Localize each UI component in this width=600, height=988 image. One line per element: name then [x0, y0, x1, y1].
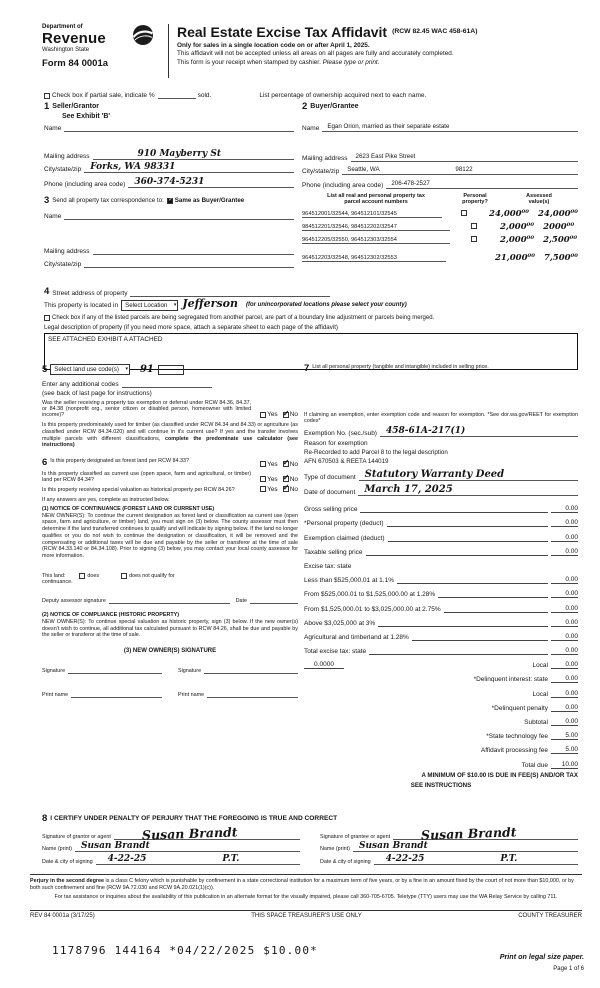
corr-city-label: City/state/zip — [44, 260, 82, 268]
historic-yes-label: Yes — [267, 485, 278, 493]
tax-row-value: 10.00 — [551, 761, 578, 769]
buyer-name-label: Name — [302, 124, 320, 132]
tax-row-label: Agricultural and timberland at 1.28% — [304, 633, 409, 641]
additional-codes-label: Enter any additional codes — [42, 381, 119, 388]
type-of-document-value: Statutory Warranty Deed — [364, 469, 505, 480]
section5-number: 5 — [42, 363, 48, 375]
tax-row — [304, 669, 578, 683]
owner-signature-field[interactable] — [68, 666, 162, 674]
if-any-note: If any answers are yes, complete as instructed below. — [42, 496, 170, 503]
perjury-notice — [30, 878, 582, 892]
partial-sold-label: sold. — [197, 92, 212, 99]
grantor-signature: Susan Brandt — [141, 823, 238, 843]
does-not-label: does not qualify for — [129, 572, 175, 579]
assessed-value-2: 2,500⁰⁰ — [543, 234, 578, 245]
corr-name-label: Name — [44, 212, 62, 220]
owner-print-label: Print name — [178, 692, 205, 698]
forest-land-question: Is this property designated as forest land per RCW 84.33? — [50, 458, 190, 464]
grantee-signature-field[interactable] — [393, 823, 578, 843]
owner-print-label: Print name — [42, 692, 69, 698]
current-use-yes-label: Yes — [267, 475, 278, 483]
dor-emblem-icon — [132, 24, 154, 46]
parcel-header-numbers — [302, 193, 450, 205]
personal-property-intro: List all personal property (tangible and intangible) included in selling price. — [312, 364, 489, 370]
ownership-note: List percentage of ownership acquired next to each name. — [259, 92, 427, 99]
section6-number: 6 — [42, 457, 48, 468]
section2-title: Buyer/Grantee — [310, 103, 359, 111]
land-use-code-box[interactable] — [158, 365, 184, 375]
corr-mailing-label: Mailing address — [44, 247, 90, 255]
partial-percent-field[interactable] — [158, 91, 196, 99]
exemption-no-field[interactable] — [380, 426, 578, 437]
perjury-lead: Perjury in the second degree — [30, 877, 104, 884]
form-title-rcw: (RCW 82.45 WAC 458-61A) — [392, 28, 478, 35]
forest-yes-no — [255, 461, 298, 468]
grantor-name-print-label: Name (print) — [42, 845, 72, 852]
tax-row-value: 0.00 — [551, 675, 578, 683]
exemption-yes-checkbox[interactable] — [260, 412, 266, 418]
located-in-label: This property is located in — [44, 301, 119, 309]
section1-number: 1 — [44, 101, 50, 112]
partial-sale-checkbox[interactable] — [44, 93, 50, 99]
tax-row — [304, 513, 578, 527]
historic-yes-no — [255, 486, 298, 493]
tax-row-label: *Personal property (deduct) — [304, 520, 384, 528]
buyer-city-field[interactable] — [342, 167, 578, 175]
tax-row — [304, 641, 578, 655]
tax-assistance-note: For tax assistance or inquiries about the availability of this publication in an alternate format for the visually impaired, please call 360-705-6705. Teletype (TTY) users may use the WA Relay Service by calling 711. — [54, 894, 558, 901]
tax-row-label: Less than $525,000.01 at 1.1% — [304, 577, 394, 585]
logo-state-text: Washington State — [42, 47, 90, 53]
grantor-date-city-field[interactable] — [96, 853, 300, 865]
street-address-label: Street address of property — [52, 289, 128, 297]
tax-row — [304, 613, 578, 627]
buyer-mailing-value: 2623 East Pike Street — [355, 152, 416, 160]
tax-row — [304, 698, 578, 712]
parcel-row — [302, 205, 578, 218]
corr-name-field[interactable] — [64, 212, 294, 220]
assessed-value-2: 7,500⁰⁰ — [543, 252, 578, 263]
header-note-1: Only for sales in a single location code on or after April 1, 2025. — [177, 41, 370, 49]
segregated-label: Check box if any of the listed parcels are being segregated from another parcel, are part of a boundary line adjustment or parcels being merged. — [52, 314, 435, 321]
exemption-yes-no — [255, 411, 298, 418]
owner-signature-label: Signature — [42, 668, 66, 674]
tax-row — [304, 740, 578, 754]
left-column — [42, 364, 298, 698]
section8-number: 8 — [42, 813, 48, 824]
section7-intro-row — [304, 364, 578, 374]
assessed-value-2: 24,000⁰⁰ — [538, 208, 578, 219]
grantee-signature: Susan Brandt — [420, 823, 517, 843]
tax-row-value: 0.00 — [551, 661, 578, 669]
corr-city-field[interactable] — [84, 260, 294, 268]
owner-print-field[interactable] — [71, 690, 162, 698]
owner-signature-field[interactable] — [204, 666, 298, 674]
buyer-city-value: Seattle, WA — [347, 165, 380, 173]
footer-row — [30, 910, 582, 919]
tax-row-label: Total due — [521, 761, 548, 769]
tax-row-label: From $1,525,000.01 to $3,025,000.00 at 2.75% — [304, 605, 441, 613]
tax-row-label: *State technology fee — [486, 733, 548, 741]
exemption-yes-label: Yes — [267, 411, 278, 418]
tax-row-value: 0.00 — [551, 633, 578, 641]
tax-table — [304, 499, 578, 769]
reason-line-2: AFN 670503 & REETA 144019 — [304, 458, 389, 465]
tax-row-value: 0.00 — [551, 534, 578, 542]
location-select[interactable]: Select Location ▾ — [121, 300, 178, 311]
exemption-question-row — [42, 400, 298, 418]
tax-row-value: 5.00 — [551, 732, 578, 740]
signature-columns — [42, 823, 578, 865]
tax-row — [304, 570, 578, 584]
tax-row-label: Gross selling price — [304, 506, 358, 514]
parcel-assessed-cell — [500, 223, 578, 232]
current-use-no-checkbox[interactable] — [283, 476, 289, 482]
tax-row-value: 5.00 — [551, 746, 578, 754]
additional-codes-field[interactable] — [122, 380, 212, 388]
tax-row — [304, 683, 578, 697]
buyer-mailing-field[interactable] — [351, 154, 578, 162]
forest-land-question-row — [42, 458, 298, 468]
parcel-numbers: 964512203/32548, 964512302/32553 — [302, 255, 446, 262]
print-note: Print on legal size paper. — [499, 952, 584, 961]
tax-row-label: Subtotal — [524, 719, 548, 726]
assessed-value-1: 2,000⁰⁰ — [500, 221, 535, 232]
deputy-row — [42, 596, 298, 604]
seller-mailing-value: 910 Mayberry St — [137, 148, 221, 159]
parcel-header-personal-line1: Personal — [463, 193, 487, 199]
grantor-signature-field[interactable] — [114, 823, 300, 843]
parcel-header-personal — [450, 193, 500, 205]
tax-row-value: 0.00 — [551, 548, 578, 556]
current-use-yes-checkbox[interactable] — [260, 476, 266, 482]
does-label: does — [87, 572, 100, 579]
historic-no-label: No — [289, 485, 298, 493]
personal-property-checkbox[interactable] — [471, 236, 477, 242]
tax-row — [304, 527, 578, 541]
section2-number: 2 — [302, 101, 308, 112]
section3-correspondence — [44, 196, 294, 268]
assessed-value-1: 24,000⁰⁰ — [489, 208, 530, 219]
current-use-yes-no — [255, 476, 298, 483]
date-of-document-field[interactable] — [358, 484, 578, 496]
right-column — [304, 364, 578, 789]
exemption-no-label: No — [289, 411, 298, 418]
exemption-no-value: 458-61A-217(1) — [385, 426, 466, 436]
parcel-row — [302, 249, 578, 262]
parcel-numbers: 984512201/32546, 984512202/32547 — [302, 224, 450, 231]
tax-row-value: 0.00 — [551, 576, 578, 584]
tax-row-label: From $525,000.01 to $1,525,000.00 at 1.28% — [304, 591, 436, 599]
local-rate-value: 0.0000 — [304, 661, 344, 669]
continuance-label: continuance. — [42, 578, 73, 585]
tax-row-label: Exemption claimed (deduct) — [304, 534, 385, 542]
same-as-checkbox[interactable] — [167, 198, 173, 204]
form-title: Real Estate Excise Tax Affidavit — [177, 24, 388, 40]
tax-row — [304, 499, 578, 513]
legal-description-label: Legal description of property (if you need more space, attach a separate sheet to each page of the affidavit) — [44, 323, 338, 331]
grantee-signature-label: Signature of grantee or agent — [320, 833, 391, 840]
tax-row-value: 0.00 — [551, 690, 578, 698]
parcel-assessed-cell — [495, 254, 578, 263]
header-note-3 — [177, 59, 477, 66]
seller-name-label: Name — [44, 124, 62, 132]
owner-signature-label: Signature — [178, 668, 202, 674]
predominate-use-text-bold: complete the predominate use calculator (see instructions) — [42, 435, 298, 449]
historic-no-checkbox[interactable] — [283, 486, 289, 492]
minimum-due-note: A MINIMUM OF $10.00 IS DUE IN FEE(S) AND/OR TAX — [421, 771, 578, 779]
deputy-signature-field[interactable] — [109, 596, 230, 604]
grantor-signature-label: Signature of grantor or agent — [42, 833, 111, 840]
tax-row-label: Above $3,025,000 at 3% — [304, 619, 376, 627]
assessed-value-2: 2000⁰⁰ — [543, 221, 575, 232]
parcel-table — [302, 193, 578, 262]
tax-row-value: 0.00 — [551, 519, 578, 527]
assessed-value-1: 21,000⁰⁰ — [494, 252, 535, 263]
section4-number: 4 — [44, 286, 50, 297]
tax-row-value: 0.00 — [551, 704, 578, 712]
tax-row-value: 0.00 — [551, 647, 578, 655]
perjury-block — [30, 874, 582, 901]
buyer-city-label: City/state/zip — [302, 167, 340, 175]
date-of-document-value: March 17, 2025 — [364, 484, 453, 495]
parcel-personal-cell — [450, 223, 500, 231]
exemption-no-checkbox[interactable] — [283, 412, 289, 418]
exemption-instructions: If claiming an exemption, enter exemption code and reason for exemption. *See dor.wa.gov/REET for exemption codes* — [304, 411, 578, 425]
seller-phone-field[interactable] — [128, 176, 294, 188]
location-value-handwritten: Jefferson — [182, 297, 238, 310]
grantor-date-city-label: Date & city of signing — [42, 858, 93, 865]
notice-continuance-title: (1) NOTICE OF CONTINUANCE (FOREST LAND OR CURRENT USE) — [42, 505, 215, 512]
partial-sale-label: Check box if partial sale, indicate % — [52, 92, 155, 99]
type-of-document-label: Type of document — [304, 474, 356, 481]
treasurer-space-label: THIS SPACE TREASURER'S USE ONLY — [251, 913, 362, 919]
section2-buyer — [302, 102, 578, 189]
tax-row-label: Affidavit processing fee — [480, 747, 548, 755]
section3-number: 3 — [44, 195, 50, 206]
dor-logo — [42, 24, 160, 78]
current-use-question: Is this property classified as current use (open space, farm and agricultural, or timber) land per RCW 84.34? — [42, 470, 252, 483]
page-number: Page 1 of 6 — [553, 966, 584, 972]
parcel-header-assessed-line2: value(s) — [528, 199, 550, 206]
tax-row-label: Taxable selling price — [304, 548, 363, 556]
logo-agency-text: Revenue — [42, 30, 106, 47]
tax-row — [304, 584, 578, 598]
tax-row-local-rate — [304, 655, 578, 669]
parcel-header-numbers-line2: parcel account numbers — [344, 199, 408, 206]
seller-phone-label: Phone (including area code) — [44, 180, 126, 188]
certify-statement: I CERTIFY UNDER PENALTY OF PERJURY THAT THE FOREGOING IS TRUE AND CORRECT — [50, 815, 338, 823]
grantee-name-print-label: Name (print) — [320, 845, 350, 852]
grantor-name-print: Susan Brandt — [80, 840, 150, 851]
grantee-city: P.T. — [500, 853, 518, 864]
tax-row-label: Total excise tax: state — [304, 648, 367, 656]
form-header — [42, 24, 578, 78]
parcel-numbers: 964512001/32544, 964512101/32545 — [302, 211, 442, 218]
deputy-date-label: Date — [235, 597, 247, 604]
buyer-zip-value: 98122 — [455, 165, 473, 173]
predominate-use-text — [42, 422, 298, 449]
deputy-date-field[interactable] — [250, 596, 298, 604]
owner-print-row — [42, 690, 298, 698]
seller-exhibit-note: See Exhibit 'B' — [62, 112, 111, 120]
street-address-field[interactable] — [130, 289, 330, 297]
personal-property-checkbox[interactable] — [471, 223, 477, 229]
new-owners-signature-title: (3) NEW OWNER(S) SIGNATURE — [123, 648, 217, 654]
tax-row-value: 0.00 — [551, 619, 578, 627]
grantor-column — [42, 823, 300, 865]
does-not-checkbox[interactable] — [121, 573, 127, 579]
seller-city-field[interactable] — [84, 161, 294, 173]
tax-row — [304, 542, 578, 556]
this-land-label: This land: — [42, 572, 66, 579]
grantee-date-city-label: Date & city of signing — [320, 858, 371, 865]
segregated-checkbox[interactable] — [44, 315, 50, 321]
exemption-question: Was the seller receiving a property tax exemption or deferral under RCW 84.36, 84.37, or 84.38 (nonprofit org., senior citizen or disabled person, homeowner with limited income)? — [42, 400, 252, 418]
section1-seller — [44, 102, 294, 188]
grantor-date: 4-22-25 — [107, 853, 147, 864]
type-of-document-field[interactable] — [359, 469, 578, 481]
tax-row-label: *Delinquent penalty — [491, 704, 548, 712]
forest-yes-label: Yes — [267, 460, 278, 468]
deputy-signature-label: Deputy assessor signature — [42, 597, 106, 604]
tax-row-label: Local — [532, 662, 548, 670]
seller-city-label: City/state/zip — [44, 165, 82, 173]
tax-row — [304, 598, 578, 612]
header-note-2: This affidavit will not be accepted unless all areas on all pages are fully and accurately completed. — [177, 50, 454, 57]
parcel-personal-cell — [442, 210, 489, 218]
grantor-name-print-field[interactable] — [75, 840, 300, 852]
perjury-body: is a class C felony which is punishable by confinement in a state correctional institution for a maximum term of five years, or by a fine in an amount fixed by the court of not more than $10,000, or by both such confinement and fine (RCW 9A.72.030 and RCW 9A.20.021(1)(c)). — [30, 877, 574, 891]
parcel-header-personal-line2: property? — [462, 199, 488, 206]
excise-state-heading — [304, 556, 578, 570]
parcel-assessed-cell — [489, 210, 578, 219]
seller-phone-value: 360-374-5231 — [134, 176, 205, 187]
historic-question: Is this property receiving special valuation as historical property per RCW 84.26? — [42, 486, 235, 493]
section1-title: Seller/Grantor — [52, 103, 99, 111]
buyer-phone-value: 206-478-2527 — [391, 179, 430, 187]
location-note: (for unincorporated locations please select your county) — [246, 302, 407, 308]
correspondence-label: Send all property tax correspondence to: — [52, 197, 164, 205]
current-use-no-label: No — [289, 475, 298, 483]
tax-row — [304, 726, 578, 740]
assessed-value-1: 2,000⁰⁰ — [500, 234, 535, 245]
tax-row-label: Local — [532, 690, 548, 698]
header-note-3-italic: Please type or print. — [322, 58, 380, 66]
section4-property — [44, 287, 578, 370]
legal-description-text: SEE ATTACHED EXHIBIT A ATTACHED — [48, 335, 163, 343]
buyer-name-value: Egan Orion, married as their separate estate — [327, 122, 450, 130]
buyer-phone-field[interactable] — [386, 181, 578, 189]
see-back-note: (see back of last page for instructions) — [42, 390, 152, 397]
parcel-numbers: 964512205/32550, 964512303/32554 — [302, 237, 450, 244]
notice-compliance-title: (2) NOTICE OF COMPLIANCE (HISTORIC PROPERTY) — [42, 611, 180, 618]
corr-mailing-field[interactable] — [93, 247, 294, 255]
tax-row — [304, 627, 578, 641]
tax-row — [304, 754, 578, 768]
parcel-header-assessed — [500, 193, 578, 205]
parcel-row — [302, 231, 578, 244]
forest-yes-checkbox[interactable] — [260, 461, 266, 467]
header-title-block — [177, 24, 477, 78]
exemption-no-label: Exemption No. (sec./sub) — [304, 430, 377, 437]
tax-row-value: 0.00 — [551, 718, 578, 726]
does-checkbox[interactable] — [79, 573, 85, 579]
seller-mailing-label: Mailing address — [44, 152, 90, 160]
grantor-city: P.T. — [222, 853, 240, 864]
tax-row — [304, 712, 578, 726]
logo-department-text: Department of — [42, 24, 83, 30]
historic-question-row — [42, 486, 298, 493]
parcel-header-numbers-line1: List all real and personal property tax — [327, 193, 425, 199]
parcel-personal-cell — [450, 236, 500, 244]
tax-row-value: 0.00 — [551, 605, 578, 613]
cashier-stamp: 1178796 144164 *04/22/2025 $10.00* — [52, 944, 318, 957]
notice-compliance-body: NEW OWNER(S): To continue special valuation as historic property, sign (3) below. If the new owner(s) doesn't wish to continue, all additional tax calculated pursuant to RCW 84.26, shall be due and payable by the seller or transferor at the time of sale. — [42, 618, 298, 639]
reason-line-1: Re-Recorded to add Parcel 8 to the legal description — [304, 449, 448, 456]
county-treasurer-label: COUNTY TREASURER — [518, 913, 582, 919]
parcel-assessed-cell — [500, 236, 578, 245]
grantee-name-print-field[interactable] — [353, 840, 578, 852]
personal-property-checkbox[interactable] — [461, 210, 467, 216]
tax-row-label: *Delinquent interest: state — [473, 676, 548, 684]
see-instructions-note: SEE INSTRUCTIONS — [410, 781, 472, 789]
parcel-table-header — [302, 193, 578, 205]
historic-yes-checkbox[interactable] — [260, 486, 266, 492]
grantee-date-city-field[interactable] — [374, 853, 578, 865]
tax-row-value: 0.00 — [551, 505, 578, 513]
forest-no-checkbox[interactable] — [283, 461, 289, 467]
owner-signature-row — [42, 666, 298, 674]
land-use-select[interactable]: Select land use code(s) ▾ — [50, 364, 130, 375]
forest-no-label: No — [289, 460, 298, 468]
rev-number: REV 84 0001a (3/17/25) — [30, 913, 95, 919]
section7-number: 7 — [304, 363, 310, 374]
partial-sale-row — [44, 91, 578, 99]
land-use-code-handwritten: 91 — [139, 363, 154, 375]
same-as-label: Same as Buyer/Grantee — [174, 197, 245, 205]
date-of-document-label: Date of document — [304, 489, 356, 496]
grantee-name-print: Susan Brandt — [358, 840, 428, 851]
reason-label: Reason for exemption — [304, 440, 368, 447]
buyer-mailing-label: Mailing address — [302, 154, 348, 162]
section8-certification — [42, 814, 578, 865]
notice-continuance-body: NEW OWNER(S): To continue the current designation as forest land or classification as current use (open space, farm and agriculture, or timber) land, you must sign on (3) below. The county assessor must then determine if the land transferred continues to qualify and will indicate by signing below. If the land no longer qualifies or you do not wish to continue the designation or classification, it will be removed and the compensating or additional taxes will be due and payable by the seller or transferor at the time of sale (RCW 84.33.140 or 84.34.108). Prior to signing (3) below, you may contact your local county assessor for more information. — [42, 512, 298, 559]
buyer-name-field[interactable] — [322, 124, 578, 132]
excise-state-heading-label: Excise tax: state — [304, 562, 352, 570]
predominate-use-text-normal: Is this property predominately used for timber (as classified under RCW 84.34 and 84.33) or agriculture (as classified under RCW 84.34.020) and will continue in it's current use? If yes and the transfer involves multiple parcels with different classifications, — [42, 422, 298, 442]
header-note-3-text: This form is your receipt when stamped by cashier. — [177, 58, 321, 66]
form-number: Form 84 0001a — [42, 58, 109, 69]
grantee-column — [320, 823, 578, 865]
seller-name-field[interactable] — [64, 124, 294, 132]
current-use-question-row — [42, 471, 298, 483]
buyer-phone-label: Phone (including area code) — [302, 181, 384, 189]
seller-city-value: Forks, WA 98331 — [90, 161, 176, 172]
header-divider — [168, 24, 169, 78]
tax-row-value: 0.00 — [551, 590, 578, 598]
parcel-header-assessed-line1: Assessed — [526, 193, 552, 199]
parcel-row — [302, 218, 578, 231]
seller-mailing-field[interactable] — [93, 148, 294, 160]
grantee-date: 4-22-25 — [385, 853, 425, 864]
owner-print-field[interactable] — [207, 690, 298, 698]
